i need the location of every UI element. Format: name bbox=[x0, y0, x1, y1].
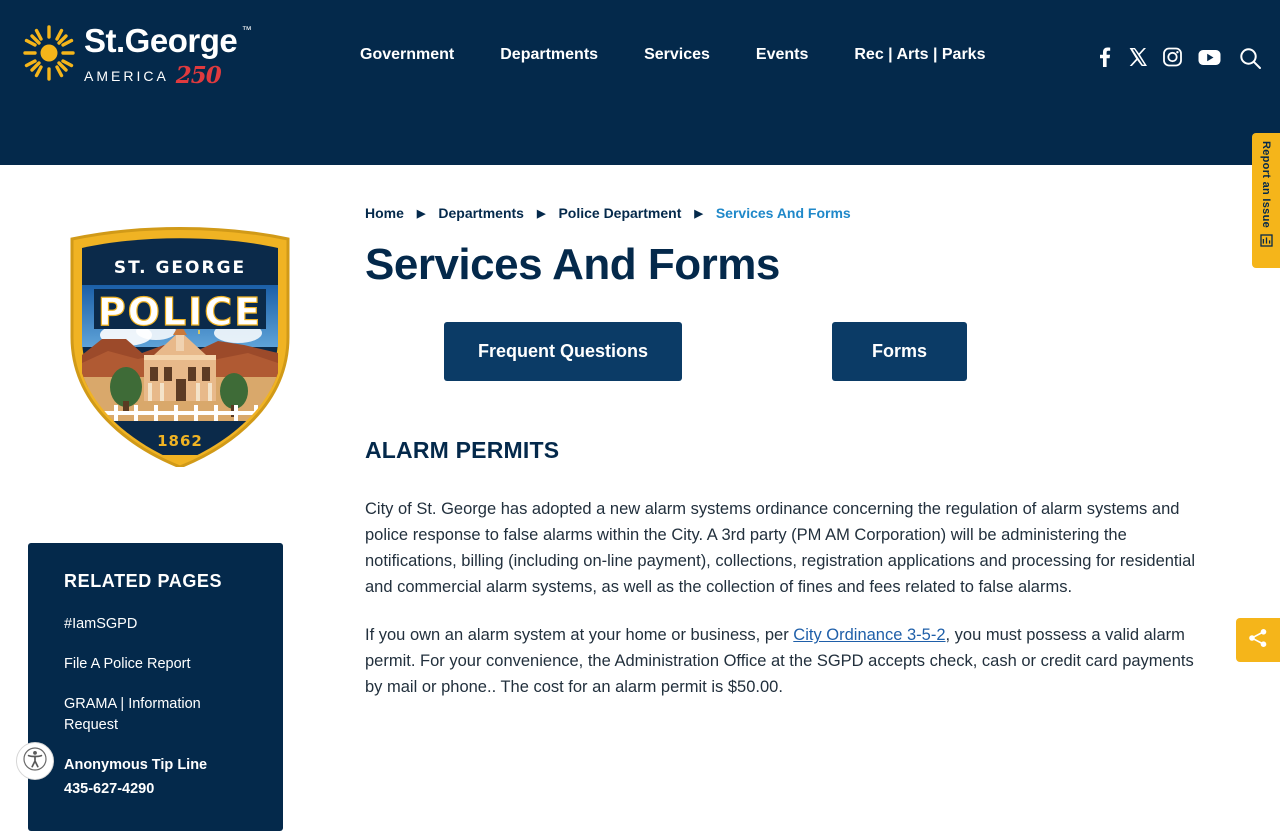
frequent-questions-button[interactable]: Frequent Questions bbox=[444, 322, 682, 381]
related-link-iamsgpd[interactable]: #IamSGPD bbox=[64, 614, 249, 635]
nav-government[interactable]: Government bbox=[360, 46, 454, 64]
city-ordinance-link[interactable]: City Ordinance 3-5-2 bbox=[793, 626, 945, 644]
report-an-issue-label: Report an Issue bbox=[1260, 141, 1272, 228]
site-header bbox=[0, 0, 1280, 165]
report-an-issue-tab[interactable] bbox=[1252, 133, 1280, 268]
breadcrumb-home[interactable]: Home bbox=[365, 205, 404, 221]
breadcrumb-departments[interactable]: Departments bbox=[438, 205, 524, 221]
logo-name: St.George bbox=[84, 22, 237, 59]
paragraph-text-before-link: If you own an alarm system at your home or business, per bbox=[365, 626, 793, 644]
paragraph-alarm-permit-cost bbox=[365, 622, 1210, 700]
forms-button[interactable]: Forms bbox=[832, 322, 967, 381]
svg-text:1862: 1862 bbox=[157, 432, 203, 450]
logo-trademark: ™ bbox=[242, 26, 252, 36]
related-pages-heading: RELATED PAGES bbox=[64, 571, 249, 592]
nav-rec-arts-parks[interactable]: Rec | Arts | Parks bbox=[854, 46, 985, 64]
social-links bbox=[1094, 46, 1222, 68]
instagram-icon[interactable] bbox=[1162, 46, 1183, 68]
nav-events[interactable]: Events bbox=[756, 46, 808, 64]
main-navigation bbox=[360, 46, 985, 64]
x-twitter-icon[interactable] bbox=[1128, 46, 1148, 68]
accessibility-icon bbox=[23, 747, 47, 776]
accessibility-button[interactable] bbox=[16, 742, 54, 780]
breadcrumb-separator-icon: ▶ bbox=[413, 207, 429, 220]
share-icon bbox=[1247, 627, 1269, 654]
paragraph-alarm-ordinance: City of St. George has adopted a new alarm systems ordinance concerning the regulation of alarm systems and police response to false alarms within the City. A 3rd party (PM AM Corporation) will be administering the notifications, billing (including on-line payment), collections, registration applications and processing for residential and commercial alarm systems, as well as the collection of fines and fees related to false alarms. bbox=[365, 496, 1210, 600]
logo-tagline: AMERICA bbox=[84, 69, 169, 83]
share-tab[interactable] bbox=[1236, 618, 1280, 662]
site-logo[interactable] bbox=[20, 24, 237, 87]
section-title-alarm-permits: ALARM PERMITS bbox=[365, 437, 1210, 464]
breadcrumb-separator-icon: ▶ bbox=[533, 207, 549, 220]
anonymous-tip-line-label: Anonymous Tip Line bbox=[64, 755, 249, 777]
svg-text:POLICE: POLICE bbox=[98, 290, 262, 334]
action-buttons bbox=[365, 322, 1210, 381]
main-content bbox=[365, 205, 1210, 717]
nav-services[interactable]: Services bbox=[644, 46, 710, 64]
police-badge bbox=[68, 227, 292, 467]
sun-icon bbox=[20, 24, 78, 84]
breadcrumb-police-department[interactable]: Police Department bbox=[558, 205, 681, 221]
page-title: Services And Forms bbox=[365, 240, 1210, 290]
related-pages-panel bbox=[28, 543, 283, 831]
report-form-icon bbox=[1260, 234, 1273, 250]
search-icon[interactable] bbox=[1238, 46, 1262, 75]
breadcrumb-separator-icon: ▶ bbox=[690, 207, 706, 220]
breadcrumb-services-and-forms: Services And Forms bbox=[716, 205, 851, 221]
logo-anniversary: 250 bbox=[176, 64, 221, 87]
breadcrumb bbox=[365, 205, 1210, 221]
anonymous-tip-line-phone[interactable]: 435-627-4290 bbox=[64, 779, 249, 801]
svg-text:ST. GEORGE: ST. GEORGE bbox=[114, 258, 246, 278]
related-link-file-a-police-report[interactable]: File A Police Report bbox=[64, 654, 249, 675]
facebook-icon[interactable] bbox=[1094, 46, 1114, 68]
related-link-grama-information-request[interactable]: GRAMA | Information Request bbox=[64, 694, 249, 736]
paragraph-text-after-link: , you must possess a valid alarm permit. For your convenience, the Administration Office at the SGPD accepts check, cash or credit card payments by mail or phone.. The cost for an alarm permit is $50.00. bbox=[365, 626, 1194, 696]
youtube-icon[interactable] bbox=[1197, 46, 1222, 68]
nav-departments[interactable]: Departments bbox=[500, 46, 598, 64]
